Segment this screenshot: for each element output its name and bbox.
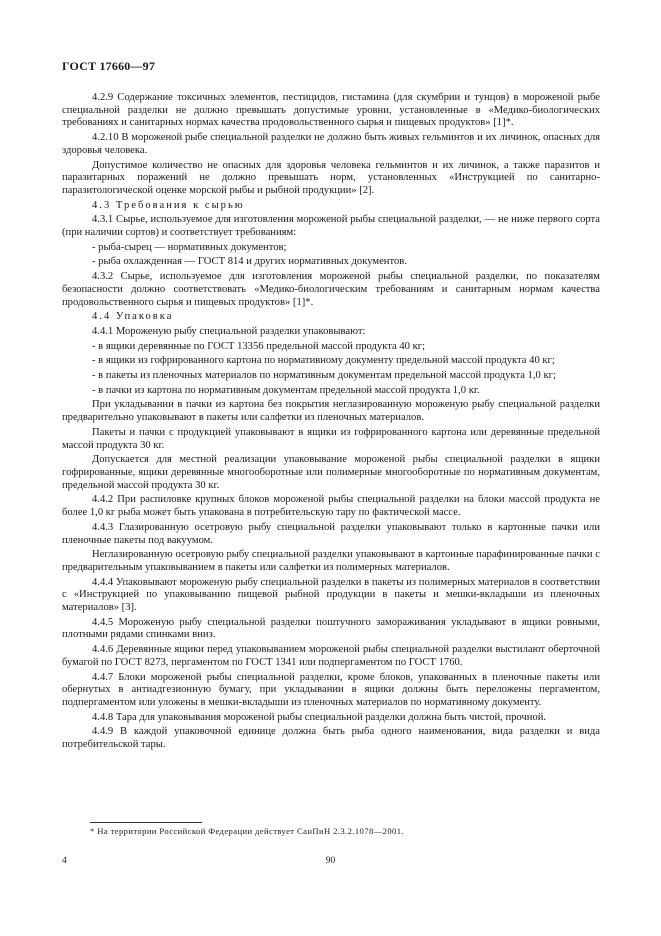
section-heading-4-3: 4.3 Требования к сырью — [92, 199, 245, 211]
list-item: - в ящики деревянные по ГОСТ 13356 предельной массой продукта 40 кг; — [92, 340, 426, 352]
paragraph-unglazed-sturgeon: Неглазированную осетровую рыбу специальной разделки упаковывают в картонные парафинированные пачки с предварительным упаковыванием в пакеты или салфетки из полимерных материалов. — [62, 549, 600, 573]
paragraph-4-4-6: 4.4.6 Деревянные ящики перед упаковыванием мороженой рыбы специальной разделки выстилают оберточной бумагой по ГОСТ 8273, пергаментом по ГОСТ 1341 или подпергаментом по ГОСТ 1760. — [62, 644, 600, 668]
paragraph-4-4-5: 4.4.5 Мороженую рыбу специальной разделки поштучного замораживания укладывают в ящики ровными, плотными рядами спинками вниз. — [62, 616, 600, 641]
paragraph-4-2-10: 4.2.10 В мороженой рыбе специальной разделки не должно быть живых гельминтов и их личинок, опасных для здоровья человека. — [62, 132, 600, 156]
list-item: - рыба охлажденная — ГОСТ 814 и других нормативных документов. — [92, 256, 407, 268]
paragraph-4-4-8: 4.4.8 Тара для упаковывания мороженой рыбы специальной разделки должна быть чистой, прочной. — [92, 711, 547, 723]
paragraph-4-3-2: 4.3.2 Сырье, используемое для изготовления мороженой рыбы специальной разделки, по показателям безопасности должно соответствовать «Медико-биологическим требованиям и санитарным нормам качества продовольственного сырья и пищевых продуктов» [1]*. — [62, 271, 600, 308]
page-number-center: 90 — [325, 856, 336, 866]
paragraph-4-2-9: 4.2.9 Содержание токсичных элементов, пестицидов, гистамина (для скумбрии и тунцов) в мороженой рыбе специальной разделки не должно превышать допустимые уровни, установленные в «Медико-биологических требованиях и санитарных нормах качества продовольственного сырья и пищевых продуктов» [1]*. — [62, 92, 600, 129]
paragraph-4-4-1: 4.4.1 Мороженую рыбу специальной разделки упаковывают: — [92, 325, 366, 337]
page-number-left: 4 — [62, 856, 67, 866]
standard-header: ГОСТ 17660—97 — [62, 59, 156, 73]
list-item: - рыба-сырец — нормативных документов; — [92, 241, 287, 253]
paragraph-cardboard-packs: При укладывании в пачки из картона без покрытия неглазированную мороженую рыбу специальной разделки предварительно упаковывают в пакеты или салфетки из пленочных материалов. — [62, 399, 600, 424]
paragraph-local-sale: Допускается для местной реализации упаковывание мороженой рыбы специальной разделки в ящики гофрированные, ящики деревянные многооборотные или полимерные многооборотные по нормативным документам, предельной массой продукта 30 кг. — [62, 454, 600, 491]
section-heading-4-4: 4.4 Упаковка — [92, 311, 174, 323]
list-item: - в ящики из гофрированного картона по нормативному документу предельной массой продукта 40 кг; — [92, 355, 555, 367]
list-item: - в пачки из картона по нормативным документам предельной массой продукта 1,0 кг. — [92, 384, 480, 396]
paragraph-4-4-3: 4.4.3 Глазированную осетровую рыбу специальной разделки упаковывают только в картонные пачки или пленочные пакеты под вакуумом. — [62, 521, 600, 546]
document-body — [62, 92, 600, 754]
list-item: - в пакеты из пленочных материалов по нормативным документам предельной массой продукта 1,0 кг; — [92, 370, 556, 382]
paragraph-4-4-2: 4.4.2 При распиловке крупных блоков мороженой рыбы специальной разделки на блоки массой продукта не более 1,0 кг рыба может быть упакована в потребительскую тару по фактической массе. — [62, 494, 600, 519]
paragraph-packs-in-boxes: Пакеты и пачки с продукцией упаковывают в ящики из гофрированного картона или деревянные предельной массой продукта 30 кг. — [62, 426, 600, 451]
footnote: * На территории Российской Федерации действует СанПиН 2.3.2.1078—2001. — [90, 826, 404, 836]
paragraph-4-4-9: 4.4.9 В каждой упаковочной единице должна быть рыба одного наименования, вида разделки и вида потребительской тары. — [62, 726, 600, 751]
paragraph-4-4-4: 4.4.4 Упаковывают мороженую рыбу специальной разделки в пакеты из полимерных материалов в соответствии с «Инструкцией по упаковыванию пищевой рыбной продукции в пакеты и мешки-вкладыши из пленочных материалов» [3]. — [62, 576, 600, 614]
paragraph-4-4-7: 4.4.7 Блоки мороженой рыбы специальной разделки, кроме блоков, упакованных в пленочные пакеты или обернутых в антиадгезионную бумагу, при укладывании в ящики должны быть переложены пергаментом, подпергаментом или уложены в мешки-вкладыши из пленочных материалов по нормативному документу. — [62, 671, 600, 708]
footnote-divider — [90, 822, 202, 823]
paragraph-4-3-1: 4.3.1 Сырье, используемое для изготовления мороженой рыбы специальной разделки, — не ниже первого сорта (при наличии сортов) и соответствует требованиям: — [62, 214, 600, 239]
paragraph-helminths-limit: Допустимое количество не опасных для здоровья человека гельминтов и их личинок, а также паразитов и паразитарных поражений не должно превышать норм, установленных «Инструкцией по санитарно-паразитологической оценке морской рыбы и рыбной продукции» [2]. — [62, 159, 600, 196]
